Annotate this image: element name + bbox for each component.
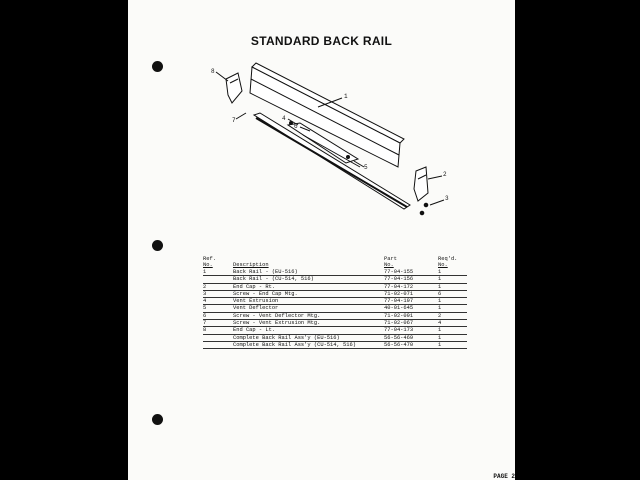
- ref-cell: 6: [203, 312, 207, 319]
- qty-cell: 2: [438, 312, 442, 319]
- punch-hole-middle: [152, 240, 163, 251]
- ref-cell: 1: [203, 269, 207, 275]
- reqd-no-header: No.: [438, 262, 448, 269]
- ref-cell: 8: [203, 327, 207, 334]
- parts-table: [203, 256, 467, 348]
- reqd-header: Req'd.: [438, 256, 458, 262]
- ref-cell: 2: [203, 283, 207, 290]
- qty-cell: 1: [438, 276, 442, 283]
- row-divider: [203, 348, 467, 349]
- table-body: [203, 269, 467, 349]
- part-no-cell: 56-56-470: [384, 341, 414, 348]
- description-cell: Screw - Vent Deflector Mtg.: [233, 312, 321, 319]
- qty-cell: 1: [438, 298, 442, 305]
- qty-cell: 4: [438, 320, 442, 327]
- callout-1: 1: [344, 93, 348, 100]
- page-footer: PAGE 2: [493, 473, 515, 480]
- part-no-cell: 40-01-645: [384, 305, 414, 312]
- qty-cell: 1: [438, 334, 442, 341]
- parts-sheet: [128, 0, 515, 480]
- qty-cell: 1: [438, 327, 442, 334]
- description-cell: Back Rail - (EU-516): [233, 269, 298, 275]
- part-no-cell: 56-56-469: [384, 334, 414, 341]
- part-no-cell: 77-04-197: [384, 298, 414, 305]
- description-cell: Screw - End Cap Mtg.: [233, 290, 298, 297]
- description-cell: End Cap - Lt.: [233, 327, 276, 334]
- description-cell: Complete Back Rail Ass'y (EU-516): [233, 334, 340, 341]
- page-title: STANDARD BACK RAIL: [250, 34, 393, 48]
- ref-no-header: No.: [203, 262, 213, 269]
- callout-2: 2: [443, 171, 447, 178]
- part-no-header: No.: [384, 262, 394, 269]
- left-end-cap: [226, 73, 242, 103]
- description-header: Description: [233, 262, 269, 269]
- callout-8: 8: [211, 68, 215, 75]
- ref-cell: 5: [203, 305, 207, 312]
- part-no-cell: 77-04-156: [384, 276, 414, 283]
- part-no-cell: 77-04-173: [384, 327, 414, 334]
- table-header-row-2: [203, 262, 467, 268]
- part-no-cell: 71-02-091: [384, 312, 414, 319]
- part-no-cell: 71-02-067: [384, 320, 414, 327]
- ref-header: Ref.: [203, 256, 216, 262]
- description-cell: Back Rail - (CU-514, 516): [233, 276, 314, 283]
- part-no-cell: 71-02-071: [384, 290, 414, 297]
- callout-7: 7: [232, 117, 236, 124]
- part-no-cell: 77-04-155: [384, 269, 414, 275]
- callout-5: 5: [364, 164, 368, 171]
- punch-hole-bottom: [152, 414, 163, 425]
- ref-cell: 4: [203, 298, 207, 305]
- callout-6: 6: [294, 123, 298, 130]
- part-header: Part: [384, 256, 397, 262]
- qty-cell: 1: [438, 283, 442, 290]
- description-cell: Vent Extrusion: [233, 298, 279, 305]
- qty-cell: 1: [438, 341, 442, 348]
- description-cell: End Cap - Rt.: [233, 283, 276, 290]
- back-rail-drawing: [128, 55, 515, 225]
- qty-cell: 1: [438, 305, 442, 312]
- part-no-cell: 77-04-172: [384, 283, 414, 290]
- description-cell: Vent Deflector: [233, 305, 279, 312]
- ref-cell: 3: [203, 290, 207, 297]
- ref-cell: 7: [203, 320, 207, 327]
- callout-4: 4: [282, 115, 286, 122]
- description-cell: Screw - Vent Extrusion Mtg.: [233, 320, 321, 327]
- description-cell: Complete Back Rail Ass'y (CU-514, 516): [233, 341, 356, 348]
- qty-cell: 1: [438, 269, 442, 275]
- exploded-diagram: [128, 55, 515, 225]
- callout-3: 3: [445, 195, 449, 202]
- qty-cell: 6: [438, 290, 442, 297]
- right-end-cap: [414, 167, 428, 201]
